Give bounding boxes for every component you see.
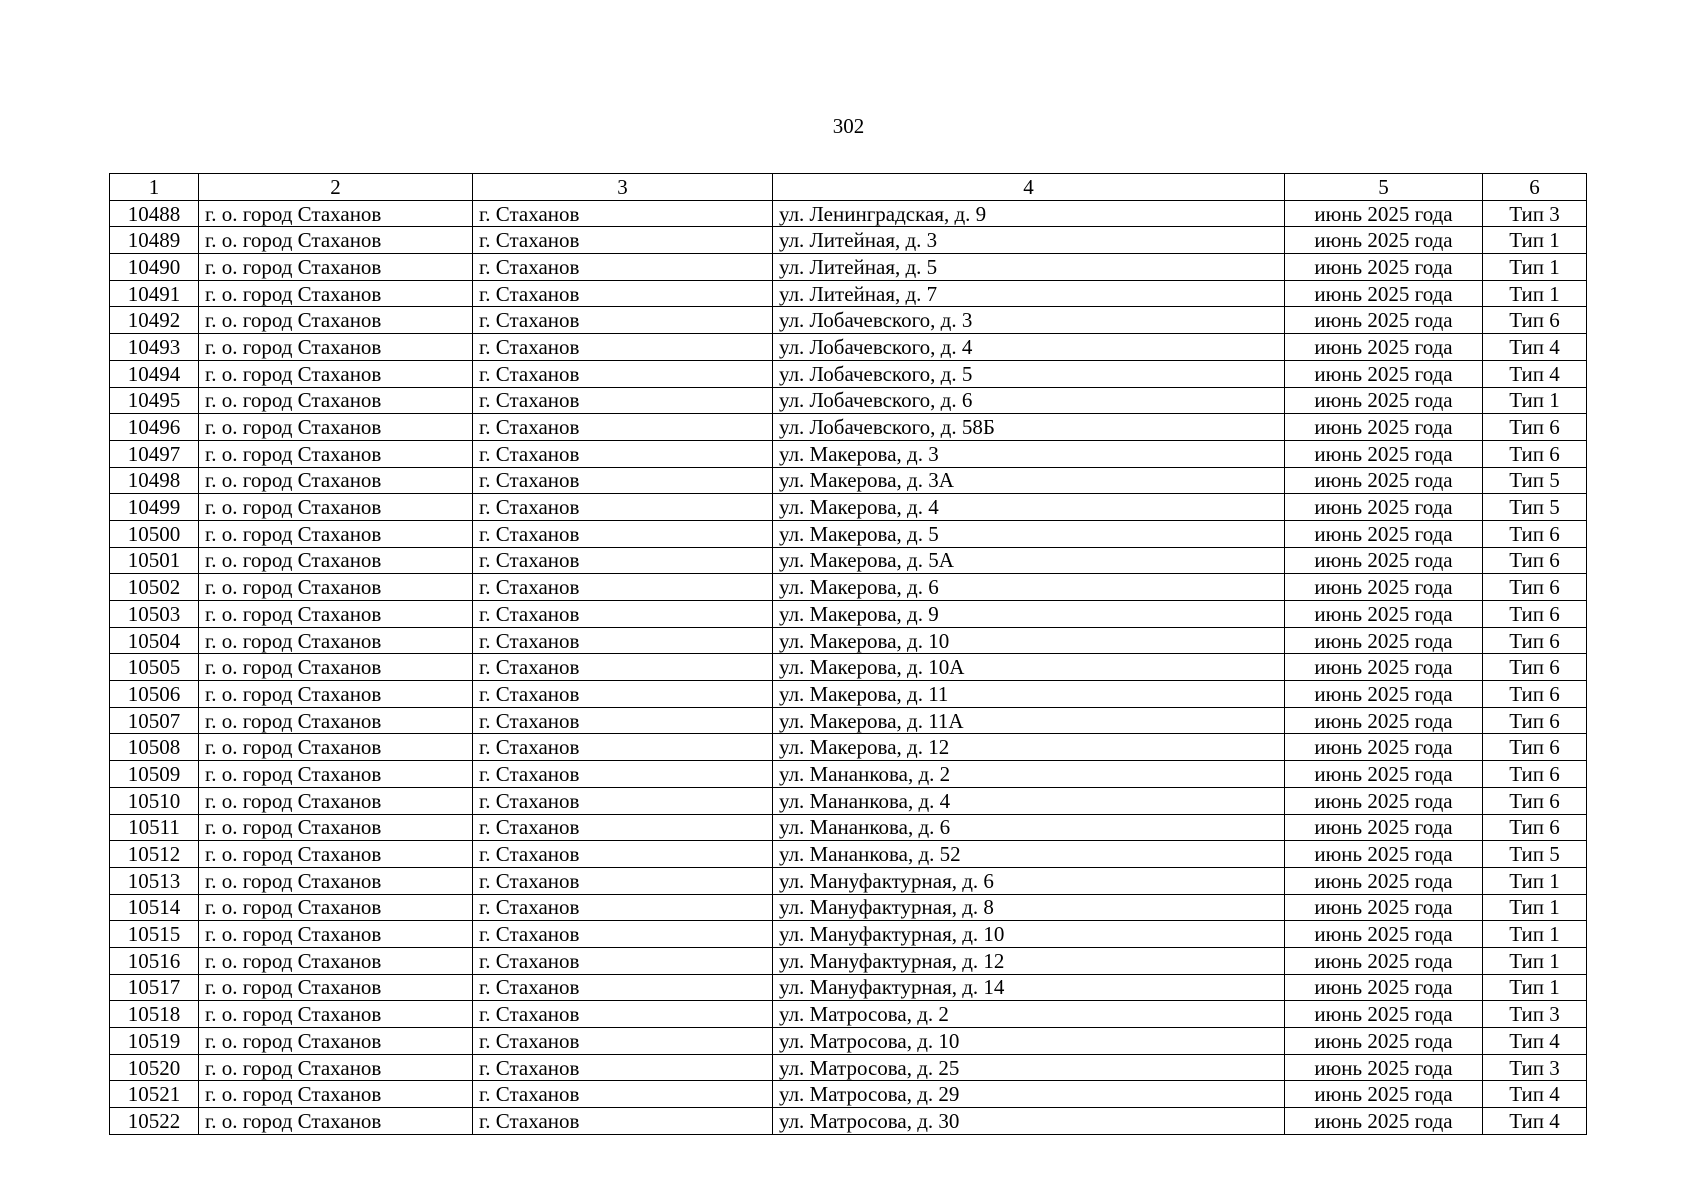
- district-cell: г. о. город Стаханов: [199, 440, 473, 467]
- scheduled-date-cell: июнь 2025 года: [1285, 334, 1483, 361]
- address-cell: ул. Макерова, д. 10А: [773, 654, 1285, 681]
- city-cell: г. Стаханов: [473, 1108, 773, 1135]
- scheduled-date-cell: июнь 2025 года: [1285, 387, 1483, 414]
- table-row: [110, 254, 1587, 281]
- column-header-2: 2: [199, 174, 473, 201]
- table-row: [110, 520, 1587, 547]
- scheduled-date-cell: июнь 2025 года: [1285, 280, 1483, 307]
- address-cell: ул. Литейная, д. 3: [773, 227, 1285, 254]
- row-number-cell: 10521: [110, 1081, 199, 1108]
- type-cell: Тип 6: [1483, 574, 1587, 601]
- table-row: [110, 227, 1587, 254]
- city-cell: г. Стаханов: [473, 1028, 773, 1055]
- table-row: [110, 467, 1587, 494]
- header-row: [110, 174, 1587, 201]
- type-cell: Тип 1: [1483, 947, 1587, 974]
- scheduled-date-cell: июнь 2025 года: [1285, 1028, 1483, 1055]
- row-number-cell: 10520: [110, 1054, 199, 1081]
- scheduled-date-cell: июнь 2025 года: [1285, 627, 1483, 654]
- scheduled-date-cell: июнь 2025 года: [1285, 547, 1483, 574]
- scheduled-date-cell: июнь 2025 года: [1285, 681, 1483, 708]
- district-cell: г. о. город Стаханов: [199, 894, 473, 921]
- scheduled-date-cell: июнь 2025 года: [1285, 200, 1483, 227]
- column-header-3: 3: [473, 174, 773, 201]
- city-cell: г. Стаханов: [473, 921, 773, 948]
- scheduled-date-cell: июнь 2025 года: [1285, 494, 1483, 521]
- city-cell: г. Стаханов: [473, 280, 773, 307]
- type-cell: Тип 6: [1483, 547, 1587, 574]
- scheduled-date-cell: июнь 2025 года: [1285, 654, 1483, 681]
- district-cell: г. о. город Стаханов: [199, 414, 473, 441]
- row-number-cell: 10491: [110, 280, 199, 307]
- city-cell: г. Стаханов: [473, 227, 773, 254]
- district-cell: г. о. город Стаханов: [199, 334, 473, 361]
- district-cell: г. о. город Стаханов: [199, 1028, 473, 1055]
- city-cell: г. Стаханов: [473, 360, 773, 387]
- row-number-cell: 10496: [110, 414, 199, 441]
- district-cell: г. о. город Стаханов: [199, 1001, 473, 1028]
- row-number-cell: 10517: [110, 974, 199, 1001]
- address-cell: ул. Матросова, д. 30: [773, 1108, 1285, 1135]
- table-row: [110, 627, 1587, 654]
- scheduled-date-cell: июнь 2025 года: [1285, 574, 1483, 601]
- city-cell: г. Стаханов: [473, 707, 773, 734]
- type-cell: Тип 1: [1483, 894, 1587, 921]
- district-cell: г. о. город Стаханов: [199, 787, 473, 814]
- row-number-cell: 10514: [110, 894, 199, 921]
- type-cell: Тип 6: [1483, 681, 1587, 708]
- row-number-cell: 10509: [110, 761, 199, 788]
- scheduled-date-cell: июнь 2025 года: [1285, 520, 1483, 547]
- row-number-cell: 10505: [110, 654, 199, 681]
- type-cell: Тип 4: [1483, 1028, 1587, 1055]
- table-row: [110, 574, 1587, 601]
- city-cell: г. Стаханов: [473, 334, 773, 361]
- row-number-cell: 10507: [110, 707, 199, 734]
- city-cell: г. Стаханов: [473, 1081, 773, 1108]
- row-number-cell: 10512: [110, 841, 199, 868]
- row-number-cell: 10495: [110, 387, 199, 414]
- type-cell: Тип 6: [1483, 654, 1587, 681]
- row-number-cell: 10508: [110, 734, 199, 761]
- table-row: [110, 841, 1587, 868]
- type-cell: Тип 6: [1483, 440, 1587, 467]
- district-cell: г. о. город Стаханов: [199, 947, 473, 974]
- scheduled-date-cell: июнь 2025 года: [1285, 360, 1483, 387]
- address-cell: ул. Лобачевского, д. 4: [773, 334, 1285, 361]
- scheduled-date-cell: июнь 2025 года: [1285, 227, 1483, 254]
- address-cell: ул. Макерова, д. 11: [773, 681, 1285, 708]
- table-row: [110, 387, 1587, 414]
- district-cell: г. о. город Стаханов: [199, 467, 473, 494]
- row-number-cell: 10493: [110, 334, 199, 361]
- address-cell: ул. Макерова, д. 5А: [773, 547, 1285, 574]
- scheduled-date-cell: июнь 2025 года: [1285, 734, 1483, 761]
- address-cell: ул. Мананкова, д. 4: [773, 787, 1285, 814]
- scheduled-date-cell: июнь 2025 года: [1285, 707, 1483, 734]
- table-row: [110, 761, 1587, 788]
- row-number-cell: 10504: [110, 627, 199, 654]
- address-cell: ул. Макерова, д. 5: [773, 520, 1285, 547]
- table-row: [110, 974, 1587, 1001]
- address-cell: ул. Литейная, д. 5: [773, 254, 1285, 281]
- column-header-1: 1: [110, 174, 199, 201]
- address-cell: ул. Мананкова, д. 6: [773, 814, 1285, 841]
- table-row: [110, 681, 1587, 708]
- district-cell: г. о. город Стаханов: [199, 280, 473, 307]
- city-cell: г. Стаханов: [473, 974, 773, 1001]
- district-cell: г. о. город Стаханов: [199, 867, 473, 894]
- city-cell: г. Стаханов: [473, 947, 773, 974]
- type-cell: Тип 5: [1483, 841, 1587, 868]
- table-row: [110, 414, 1587, 441]
- address-cell: ул. Мануфактурная, д. 12: [773, 947, 1285, 974]
- city-cell: г. Стаханов: [473, 867, 773, 894]
- scheduled-date-cell: июнь 2025 года: [1285, 761, 1483, 788]
- type-cell: Тип 1: [1483, 227, 1587, 254]
- district-cell: г. о. город Стаханов: [199, 387, 473, 414]
- scheduled-date-cell: июнь 2025 года: [1285, 307, 1483, 334]
- row-number-cell: 10503: [110, 601, 199, 628]
- row-number-cell: 10489: [110, 227, 199, 254]
- table-row: [110, 734, 1587, 761]
- address-cell: ул. Ленинградская, д. 9: [773, 200, 1285, 227]
- city-cell: г. Стаханов: [473, 547, 773, 574]
- scheduled-date-cell: июнь 2025 года: [1285, 1054, 1483, 1081]
- type-cell: Тип 4: [1483, 334, 1587, 361]
- address-cell: ул. Макерова, д. 3: [773, 440, 1285, 467]
- district-cell: г. о. город Стаханов: [199, 307, 473, 334]
- address-cell: ул. Лобачевского, д. 3: [773, 307, 1285, 334]
- column-header-6: 6: [1483, 174, 1587, 201]
- scheduled-date-cell: июнь 2025 года: [1285, 254, 1483, 281]
- district-cell: г. о. город Стаханов: [199, 227, 473, 254]
- district-cell: г. о. город Стаханов: [199, 734, 473, 761]
- district-cell: г. о. город Стаханов: [199, 681, 473, 708]
- address-cell: ул. Лобачевского, д. 6: [773, 387, 1285, 414]
- district-cell: г. о. город Стаханов: [199, 921, 473, 948]
- scheduled-date-cell: июнь 2025 года: [1285, 787, 1483, 814]
- table-body: [110, 200, 1587, 1134]
- row-number-cell: 10519: [110, 1028, 199, 1055]
- district-cell: г. о. город Стаханов: [199, 547, 473, 574]
- address-cell: ул. Макерова, д. 9: [773, 601, 1285, 628]
- address-cell: ул. Матросова, д. 29: [773, 1081, 1285, 1108]
- table-row: [110, 921, 1587, 948]
- table-row: [110, 707, 1587, 734]
- table-row: [110, 307, 1587, 334]
- table-row: [110, 547, 1587, 574]
- row-number-cell: 10499: [110, 494, 199, 521]
- district-cell: г. о. город Стаханов: [199, 494, 473, 521]
- scheduled-date-cell: июнь 2025 года: [1285, 440, 1483, 467]
- row-number-cell: 10522: [110, 1108, 199, 1135]
- district-cell: г. о. город Стаханов: [199, 601, 473, 628]
- district-cell: г. о. город Стаханов: [199, 654, 473, 681]
- table-row: [110, 494, 1587, 521]
- district-cell: г. о. город Стаханов: [199, 627, 473, 654]
- type-cell: Тип 6: [1483, 734, 1587, 761]
- type-cell: Тип 1: [1483, 254, 1587, 281]
- table-row: [110, 1108, 1587, 1135]
- row-number-cell: 10492: [110, 307, 199, 334]
- city-cell: г. Стаханов: [473, 200, 773, 227]
- district-cell: г. о. город Стаханов: [199, 574, 473, 601]
- address-cell: ул. Матросова, д. 2: [773, 1001, 1285, 1028]
- address-cell: ул. Макерова, д. 11А: [773, 707, 1285, 734]
- table-row: [110, 440, 1587, 467]
- type-cell: Тип 6: [1483, 814, 1587, 841]
- city-cell: г. Стаханов: [473, 841, 773, 868]
- type-cell: Тип 5: [1483, 467, 1587, 494]
- city-cell: г. Стаханов: [473, 654, 773, 681]
- scheduled-date-cell: июнь 2025 года: [1285, 974, 1483, 1001]
- type-cell: Тип 5: [1483, 494, 1587, 521]
- table-row: [110, 1081, 1587, 1108]
- row-number-cell: 10502: [110, 574, 199, 601]
- type-cell: Тип 6: [1483, 707, 1587, 734]
- district-cell: г. о. город Стаханов: [199, 360, 473, 387]
- row-number-cell: 10501: [110, 547, 199, 574]
- row-number-cell: 10511: [110, 814, 199, 841]
- scheduled-date-cell: июнь 2025 года: [1285, 467, 1483, 494]
- address-cell: ул. Литейная, д. 7: [773, 280, 1285, 307]
- row-number-cell: 10510: [110, 787, 199, 814]
- address-cell: ул. Матросова, д. 10: [773, 1028, 1285, 1055]
- address-cell: ул. Лобачевского, д. 5: [773, 360, 1285, 387]
- type-cell: Тип 6: [1483, 520, 1587, 547]
- row-number-cell: 10494: [110, 360, 199, 387]
- type-cell: Тип 6: [1483, 787, 1587, 814]
- address-cell: ул. Мануфактурная, д. 8: [773, 894, 1285, 921]
- address-cell: ул. Макерова, д. 3А: [773, 467, 1285, 494]
- city-cell: г. Стаханов: [473, 627, 773, 654]
- type-cell: Тип 6: [1483, 601, 1587, 628]
- address-cell: ул. Макерова, д. 4: [773, 494, 1285, 521]
- type-cell: Тип 1: [1483, 387, 1587, 414]
- address-cell: ул. Мануфактурная, д. 14: [773, 974, 1285, 1001]
- page-number: 302: [832, 114, 865, 138]
- district-cell: г. о. город Стаханов: [199, 254, 473, 281]
- city-cell: г. Стаханов: [473, 787, 773, 814]
- address-cell: ул. Мананкова, д. 2: [773, 761, 1285, 788]
- address-cell: ул. Макерова, д. 12: [773, 734, 1285, 761]
- scheduled-date-cell: июнь 2025 года: [1285, 894, 1483, 921]
- address-cell: ул. Мануфактурная, д. 6: [773, 867, 1285, 894]
- table-row: [110, 947, 1587, 974]
- scheduled-date-cell: июнь 2025 года: [1285, 867, 1483, 894]
- district-cell: г. о. город Стаханов: [199, 1081, 473, 1108]
- district-cell: г. о. город Стаханов: [199, 974, 473, 1001]
- type-cell: Тип 6: [1483, 761, 1587, 788]
- table-row: [110, 280, 1587, 307]
- row-number-cell: 10488: [110, 200, 199, 227]
- scheduled-date-cell: июнь 2025 года: [1285, 841, 1483, 868]
- table-row: [110, 814, 1587, 841]
- city-cell: г. Стаханов: [473, 414, 773, 441]
- city-cell: г. Стаханов: [473, 387, 773, 414]
- type-cell: Тип 3: [1483, 1054, 1587, 1081]
- scheduled-date-cell: июнь 2025 года: [1285, 414, 1483, 441]
- type-cell: Тип 6: [1483, 627, 1587, 654]
- table-row: [110, 894, 1587, 921]
- type-cell: Тип 4: [1483, 1081, 1587, 1108]
- housing-registry-table: [109, 173, 1587, 1135]
- city-cell: г. Стаханов: [473, 440, 773, 467]
- table-row: [110, 787, 1587, 814]
- scheduled-date-cell: июнь 2025 года: [1285, 1001, 1483, 1028]
- table-row: [110, 200, 1587, 227]
- table-row: [110, 867, 1587, 894]
- row-number-cell: 10515: [110, 921, 199, 948]
- type-cell: Тип 1: [1483, 921, 1587, 948]
- type-cell: Тип 1: [1483, 867, 1587, 894]
- type-cell: Тип 1: [1483, 280, 1587, 307]
- type-cell: Тип 6: [1483, 307, 1587, 334]
- address-cell: ул. Лобачевского, д. 58Б: [773, 414, 1285, 441]
- city-cell: г. Стаханов: [473, 494, 773, 521]
- row-number-cell: 10506: [110, 681, 199, 708]
- row-number-cell: 10513: [110, 867, 199, 894]
- row-number-cell: 10516: [110, 947, 199, 974]
- city-cell: г. Стаханов: [473, 681, 773, 708]
- district-cell: г. о. город Стаханов: [199, 841, 473, 868]
- scheduled-date-cell: июнь 2025 года: [1285, 947, 1483, 974]
- district-cell: г. о. город Стаханов: [199, 707, 473, 734]
- district-cell: г. о. город Стаханов: [199, 1108, 473, 1135]
- district-cell: г. о. город Стаханов: [199, 814, 473, 841]
- type-cell: Тип 6: [1483, 414, 1587, 441]
- city-cell: г. Стаханов: [473, 734, 773, 761]
- district-cell: г. о. город Стаханов: [199, 761, 473, 788]
- row-number-cell: 10490: [110, 254, 199, 281]
- row-number-cell: 10500: [110, 520, 199, 547]
- city-cell: г. Стаханов: [473, 467, 773, 494]
- address-cell: ул. Макерова, д. 10: [773, 627, 1285, 654]
- table-row: [110, 1001, 1587, 1028]
- city-cell: г. Стаханов: [473, 574, 773, 601]
- table-header: [110, 174, 1587, 201]
- row-number-cell: 10497: [110, 440, 199, 467]
- city-cell: г. Стаханов: [473, 1001, 773, 1028]
- scheduled-date-cell: июнь 2025 года: [1285, 1108, 1483, 1135]
- address-cell: ул. Матросова, д. 25: [773, 1054, 1285, 1081]
- district-cell: г. о. город Стаханов: [199, 200, 473, 227]
- row-number-cell: 10518: [110, 1001, 199, 1028]
- scheduled-date-cell: июнь 2025 года: [1285, 601, 1483, 628]
- row-number-cell: 10498: [110, 467, 199, 494]
- city-cell: г. Стаханов: [473, 254, 773, 281]
- city-cell: г. Стаханов: [473, 761, 773, 788]
- scheduled-date-cell: июнь 2025 года: [1285, 814, 1483, 841]
- scheduled-date-cell: июнь 2025 года: [1285, 921, 1483, 948]
- table-row: [110, 360, 1587, 387]
- type-cell: Тип 1: [1483, 974, 1587, 1001]
- address-cell: ул. Мануфактурная, д. 10: [773, 921, 1285, 948]
- city-cell: г. Стаханов: [473, 520, 773, 547]
- city-cell: г. Стаханов: [473, 1054, 773, 1081]
- table-row: [110, 1054, 1587, 1081]
- city-cell: г. Стаханов: [473, 601, 773, 628]
- district-cell: г. о. город Стаханов: [199, 520, 473, 547]
- type-cell: Тип 4: [1483, 360, 1587, 387]
- table-row: [110, 334, 1587, 361]
- address-cell: ул. Макерова, д. 6: [773, 574, 1285, 601]
- type-cell: Тип 4: [1483, 1108, 1587, 1135]
- address-cell: ул. Мананкова, д. 52: [773, 841, 1285, 868]
- type-cell: Тип 3: [1483, 200, 1587, 227]
- table-row: [110, 654, 1587, 681]
- city-cell: г. Стаханов: [473, 307, 773, 334]
- city-cell: г. Стаханов: [473, 894, 773, 921]
- type-cell: Тип 3: [1483, 1001, 1587, 1028]
- column-header-5: 5: [1285, 174, 1483, 201]
- column-header-4: 4: [773, 174, 1285, 201]
- district-cell: г. о. город Стаханов: [199, 1054, 473, 1081]
- table-row: [110, 601, 1587, 628]
- scheduled-date-cell: июнь 2025 года: [1285, 1081, 1483, 1108]
- city-cell: г. Стаханов: [473, 814, 773, 841]
- table-row: [110, 1028, 1587, 1055]
